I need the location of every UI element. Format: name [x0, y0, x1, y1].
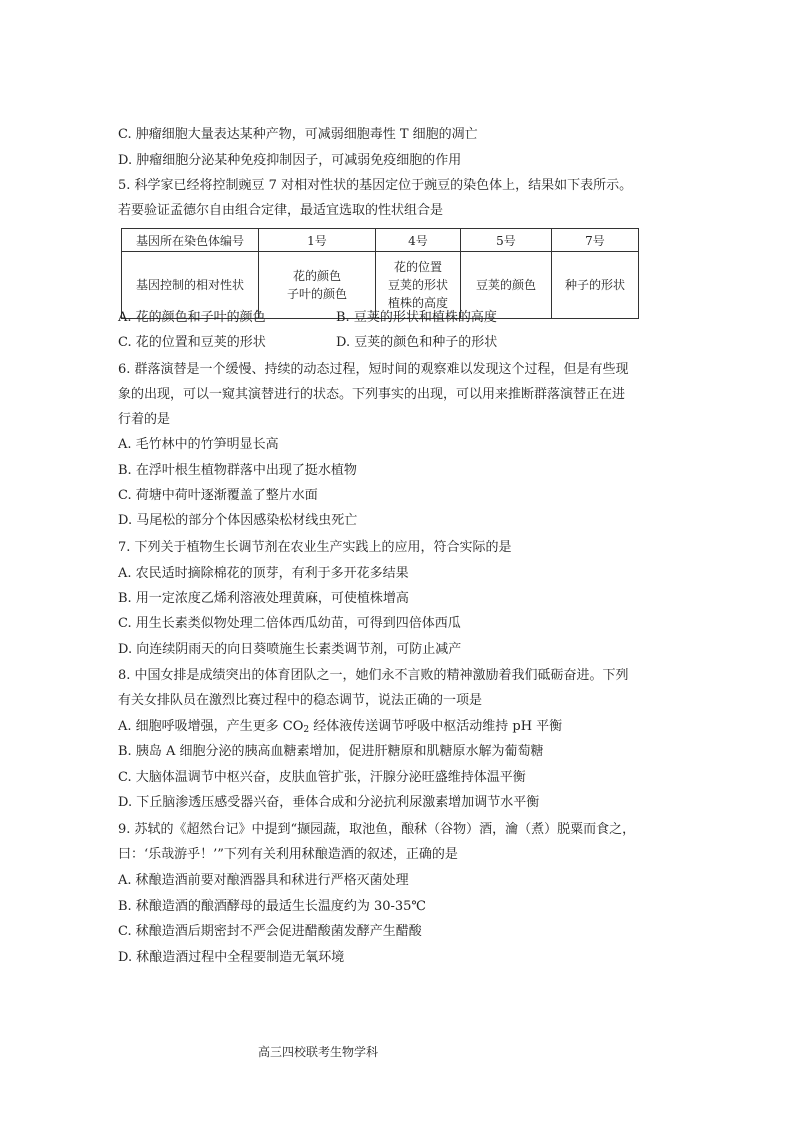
- q9-option-d: D. 秫酿造酒过程中全程要制造无氧环境: [118, 950, 345, 965]
- q8-option-a-text: A. 细胞呼吸增强，产生更多 CO: [118, 719, 304, 734]
- table-header-cell: 1号: [259, 229, 376, 252]
- q7-option-d: D. 向连续阴雨天的向日葵喷施生长素类调节剂，可防止减产: [118, 642, 462, 657]
- q5-option-c: C. 花的位置和豆荚的形状: [118, 335, 266, 350]
- q7-option-a: A. 农民适时摘除棉花的顶芽，有利于多开花多结果: [118, 566, 409, 581]
- q9-stem-line1: 9. 苏轼的《超然台记》中提到“撷园蔬，取池鱼，酿秫（谷物）酒，瀹（煮）脱粟而食之，: [118, 822, 636, 837]
- q7-option-b: B. 用一定浓度乙烯利溶液处理黄麻，可使植株增高: [118, 591, 409, 606]
- table-cell-chr7: 种子的形状: [552, 252, 639, 319]
- q8-option-b: B. 胰岛 A 细胞分泌的胰高血糖素增加，促进肝糖原和肌糖原水解为葡萄糖: [118, 744, 544, 759]
- q6-stem-line1: 6. 群落演替是一个缓慢、持续的动态过程，短时间的观察难以发现这个过程，但是有些现: [118, 362, 629, 377]
- table-row-label: 基因控制的相对性状: [122, 252, 259, 319]
- q5-stem-line1: 5. 科学家已经将控制豌豆 7 对相对性状的基因定位于豌豆的染色体上，结果如下表所示。: [118, 178, 633, 193]
- table-header-cell: 基因所在染色体编号: [122, 229, 259, 252]
- table-header-cell: 5号: [461, 229, 552, 252]
- table-header-cell: 7号: [552, 229, 639, 252]
- q5-option-d: D. 豆荚的颜色和种子的形状: [336, 335, 498, 350]
- table-cell-chr4: [376, 252, 461, 319]
- q8-stem-line2: 有关女排队员在激烈比赛过程中的稳态调节，说法正确的一项是: [118, 693, 483, 708]
- trait-cotyledon-color: 子叶的颜色: [286, 287, 347, 301]
- q5-stem-line2: 若要验证孟德尔自由组合定律，最适宜选取的性状组合是: [118, 203, 444, 218]
- gene-chromosome-table: [121, 228, 639, 319]
- q5-option-b: B. 豆荚的形状和植株的高度: [336, 310, 497, 325]
- table-header-row: [122, 229, 639, 252]
- trait-plant-height: 植株的高度: [387, 296, 448, 310]
- q8-stem-line1: 8. 中国女排是成绩突出的体育团队之一，她们永不言败的精神激励着我们砥砺奋进。下列: [118, 668, 629, 683]
- q9-option-a: A. 秫酿造酒前要对酿酒器具和秫进行严格灭菌处理: [118, 873, 409, 888]
- q9-option-b: B. 秫酿造酒的酿酒酵母的最适生长温度约为 30-35℃: [118, 899, 426, 914]
- q8-option-d: D. 下丘脑渗透压感受器兴奋，垂体合成和分泌抗利尿激素增加调节水平衡: [118, 795, 540, 810]
- q6-option-c: C. 荷塘中荷叶逐渐覆盖了整片水面: [118, 488, 318, 503]
- page-footer: 高三四校联考生物学科: [258, 1045, 379, 1059]
- q7-option-c: C. 用生长素类似物处理二倍体西瓜幼苗，可得到四倍体西瓜: [118, 616, 461, 631]
- table-row: [122, 252, 639, 319]
- co2-subscript: 2: [303, 725, 310, 735]
- q8-option-c: C. 大脑体温调节中枢兴奋，皮肤血管扩张，汗腺分泌旺盛维持体温平衡: [118, 770, 526, 785]
- q6-option-d: D. 马尾松的部分个体因感染松材线虫死亡: [118, 513, 358, 528]
- trait-flower-color: 花的颜色: [292, 269, 341, 283]
- q4-option-d: D. 肿瘤细胞分泌某种免疫抑制因子，可减弱免疫细胞的作用: [118, 153, 462, 168]
- table-header-cell: 4号: [376, 229, 461, 252]
- q6-stem-line3: 行着的是: [118, 412, 171, 427]
- q8-option-a: [118, 719, 562, 735]
- q6-option-a: A. 毛竹林中的竹笋明显长高: [118, 437, 279, 452]
- table-cell-chr1: [259, 252, 376, 319]
- q6-option-b: B. 在浮叶根生植物群落中出现了挺水植物: [118, 463, 357, 478]
- q4-option-c: C. 肿瘤细胞大量表达某种产物，可减弱细胞毒性 T 细胞的凋亡: [118, 127, 478, 142]
- q7-stem: 7. 下列关于植物生长调节剂在农业生产实践上的应用，符合实际的是: [118, 540, 512, 555]
- q5-option-a: A. 花的颜色和子叶的颜色: [118, 310, 266, 325]
- q9-stem-line2: 曰：‘乐哉游乎！’”下列有关利用秫酿造酒的叙述，正确的是: [118, 847, 458, 862]
- q9-option-c: C. 秫酿造酒后期密封不严会促进醋酸菌发酵产生醋酸: [118, 924, 422, 939]
- trait-pod-shape: 豆荚的形状: [387, 278, 448, 292]
- trait-flower-position: 花的位置: [393, 260, 442, 274]
- q8-option-a-text-end: 经体液传送调节呼吸中枢活动维持 pH 平衡: [309, 719, 563, 734]
- table-cell-chr5: 豆荚的颜色: [461, 252, 552, 319]
- q6-stem-line2: 象的出现，可以一窥其演替进行的状态。下列事实的出现，可以用来推断群落演替正在进: [118, 387, 626, 402]
